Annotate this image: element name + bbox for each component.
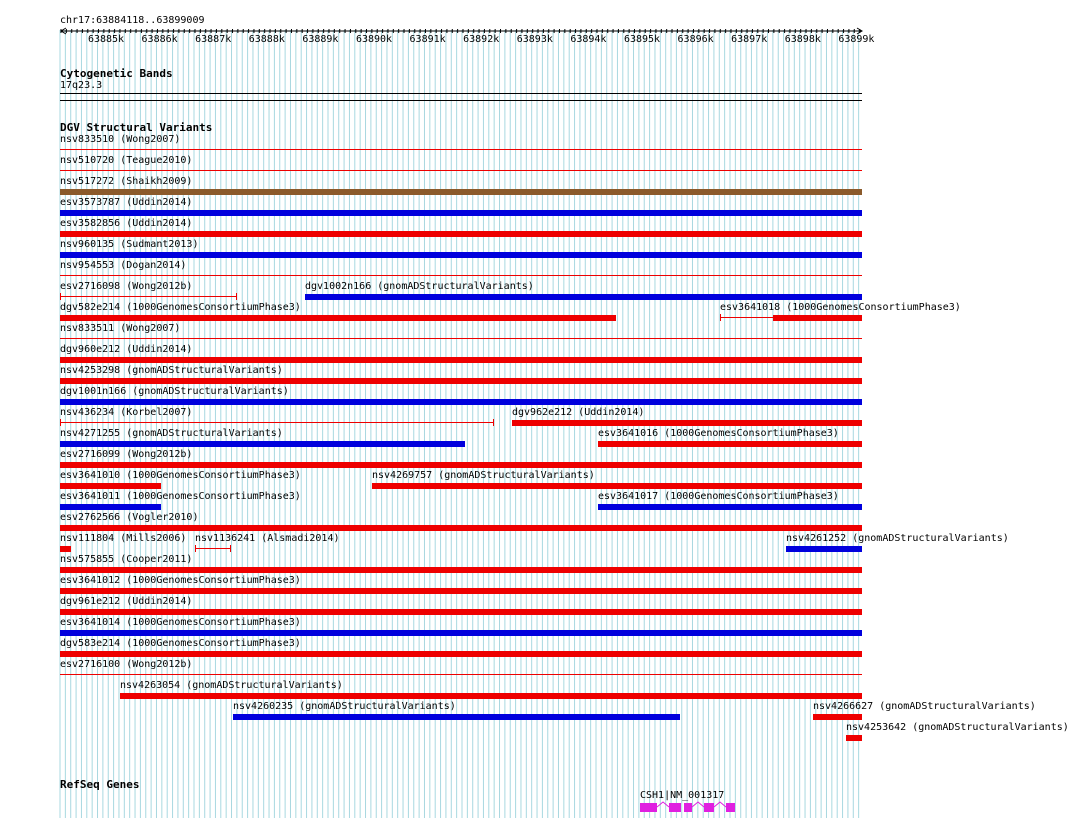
variant-bar[interactable] bbox=[60, 462, 862, 468]
variant-bar[interactable] bbox=[120, 693, 862, 699]
ruler-tick-label: 63893k bbox=[516, 34, 553, 45]
variant-endcap bbox=[493, 419, 494, 426]
variant-endcap bbox=[60, 419, 61, 426]
variant-label[interactable]: dgv960e212 (Uddin2014) bbox=[60, 344, 193, 355]
variant-line[interactable] bbox=[720, 317, 773, 318]
variant-label[interactable]: nsv4271255 (gnomADStructuralVariants) bbox=[60, 428, 283, 439]
variant-label[interactable]: nsv960135 (Sudmant2013) bbox=[60, 239, 199, 250]
dgv-track-title[interactable]: DGV Structural Variants bbox=[60, 121, 213, 134]
variant-label[interactable]: esv3582856 (Uddin2014) bbox=[60, 218, 193, 229]
variant-bar[interactable] bbox=[60, 630, 862, 636]
variant-bar[interactable] bbox=[60, 210, 862, 216]
variant-bar[interactable] bbox=[60, 525, 862, 531]
variant-label[interactable]: nsv575855 (Cooper2011) bbox=[60, 554, 193, 565]
variant-label[interactable]: nsv111804 (Mills2006) bbox=[60, 533, 187, 544]
variant-bar[interactable] bbox=[60, 378, 862, 384]
variant-label[interactable]: esv3641014 (1000GenomesConsortiumPhase3) bbox=[60, 617, 301, 628]
ruler-tick-label: 63894k bbox=[570, 34, 607, 45]
refseq-track-title[interactable]: RefSeq Genes bbox=[60, 778, 140, 791]
ruler-tick-label: 63886k bbox=[141, 34, 178, 45]
ruler-tick-label: 63895k bbox=[623, 34, 661, 45]
variant-label[interactable]: esv3641016 (1000GenomesConsortiumPhase3) bbox=[598, 428, 839, 439]
ruler-location-label: chr17:63884118..63899009 bbox=[60, 15, 205, 26]
variant-line[interactable] bbox=[60, 338, 862, 339]
variant-line[interactable] bbox=[60, 422, 493, 423]
variant-bar[interactable] bbox=[372, 483, 862, 489]
variant-bar[interactable] bbox=[60, 357, 862, 363]
ruler-tick-label: 63890k bbox=[355, 34, 393, 45]
variant-line[interactable] bbox=[60, 296, 236, 297]
variant-bar[interactable] bbox=[60, 189, 862, 195]
cytoband-line bbox=[60, 93, 862, 94]
variant-label[interactable]: nsv517272 (Shaikh2009) bbox=[60, 176, 193, 187]
variant-label[interactable]: esv2762566 (Vogler2010) bbox=[60, 512, 199, 523]
variant-bar[interactable] bbox=[598, 504, 862, 510]
variant-label[interactable]: dgv582e214 (1000GenomesConsortiumPhase3) bbox=[60, 302, 301, 313]
ruler-tick-label: 63887k bbox=[195, 34, 232, 45]
variant-bar[interactable] bbox=[598, 441, 862, 447]
variant-label[interactable]: nsv510720 (Teague2010) bbox=[60, 155, 193, 166]
ruler-tick-label: 63897k bbox=[731, 34, 768, 45]
variant-bar[interactable] bbox=[60, 252, 862, 258]
variant-label[interactable]: nsv4266627 (gnomADStructuralVariants) bbox=[813, 701, 1036, 712]
variant-label[interactable]: esv3573787 (Uddin2014) bbox=[60, 197, 193, 208]
ruler-tick-label: 63899k bbox=[838, 34, 875, 45]
ruler-tick-label: 63896k bbox=[677, 34, 714, 45]
ruler-tick-label: 63885k bbox=[87, 34, 125, 45]
variant-bar[interactable] bbox=[60, 546, 71, 552]
variant-bar[interactable] bbox=[60, 567, 862, 573]
gene-model-csh1[interactable] bbox=[630, 800, 750, 814]
variant-label[interactable]: nsv833511 (Wong2007) bbox=[60, 323, 181, 334]
ruler-tick-label: 63889k bbox=[302, 34, 339, 45]
variant-label[interactable]: nsv4269757 (gnomADStructuralVariants) bbox=[372, 470, 595, 481]
variant-endcap bbox=[236, 293, 237, 300]
variant-bar[interactable] bbox=[305, 294, 862, 300]
variant-label[interactable]: nsv4253298 (gnomADStructuralVariants) bbox=[60, 365, 283, 376]
variant-label[interactable]: nsv4261252 (gnomADStructuralVariants) bbox=[786, 533, 1009, 544]
gene-label-csh1[interactable]: CSH1|NM_001317 bbox=[640, 790, 725, 801]
variant-bar[interactable] bbox=[60, 651, 862, 657]
variant-line[interactable] bbox=[60, 170, 862, 171]
variant-label[interactable]: nsv4260235 (gnomADStructuralVariants) bbox=[233, 701, 456, 712]
variant-label[interactable]: nsv4253642 (gnomADStructuralVariants) bbox=[846, 722, 1069, 733]
variant-label[interactable]: dgv962e212 (Uddin2014) bbox=[512, 407, 645, 418]
variant-bar[interactable] bbox=[846, 735, 862, 741]
variant-bar[interactable] bbox=[512, 420, 862, 426]
ruler-tick-label: 63888k bbox=[248, 34, 285, 45]
variant-bar[interactable] bbox=[233, 714, 680, 720]
track-divider bbox=[60, 100, 862, 101]
variant-endcap bbox=[720, 314, 721, 321]
variant-line[interactable] bbox=[60, 674, 862, 675]
variant-label[interactable]: esv3641012 (1000GenomesConsortiumPhase3) bbox=[60, 575, 301, 586]
variant-bar[interactable] bbox=[786, 546, 862, 552]
variant-line[interactable] bbox=[195, 548, 230, 549]
variant-bar[interactable] bbox=[60, 588, 862, 594]
variant-endcap bbox=[195, 545, 196, 552]
variant-label[interactable]: nsv4263054 (gnomADStructuralVariants) bbox=[120, 680, 343, 691]
variant-bar[interactable] bbox=[60, 483, 161, 489]
variant-label[interactable]: esv2716098 (Wong2012b) bbox=[60, 281, 193, 292]
variant-label[interactable]: nsv833510 (Wong2007) bbox=[60, 134, 181, 145]
variant-bar[interactable] bbox=[813, 714, 862, 720]
ruler-tick-label: 63892k bbox=[463, 34, 500, 45]
variant-label[interactable]: esv3641011 (1000GenomesConsortiumPhase3) bbox=[60, 491, 301, 502]
cytoband-track-title[interactable]: Cytogenetic Bands bbox=[60, 67, 173, 80]
variant-bar[interactable] bbox=[60, 609, 862, 615]
variant-label[interactable]: esv2716100 (Wong2012b) bbox=[60, 659, 193, 670]
variant-line[interactable] bbox=[60, 275, 862, 276]
variant-bar[interactable] bbox=[60, 399, 862, 405]
variant-line[interactable] bbox=[60, 149, 862, 150]
variant-endcap bbox=[230, 545, 231, 552]
cytoband-label: 17q23.3 bbox=[60, 80, 103, 91]
variant-label[interactable]: dgv1002n166 (gnomADStructuralVariants) bbox=[305, 281, 534, 292]
variant-label[interactable]: esv3641017 (1000GenomesConsortiumPhase3) bbox=[598, 491, 839, 502]
variant-bar[interactable] bbox=[60, 231, 862, 237]
variant-label[interactable]: dgv583e214 (1000GenomesConsortiumPhase3) bbox=[60, 638, 301, 649]
variant-endcap bbox=[60, 293, 61, 300]
ruler-tick-label: 63898k bbox=[784, 34, 821, 45]
variant-bar[interactable] bbox=[773, 315, 862, 321]
variant-bar[interactable] bbox=[60, 504, 161, 510]
variant-bar[interactable] bbox=[60, 315, 616, 321]
variant-label[interactable]: dgv1001n166 (gnomADStructuralVariants) bbox=[60, 386, 289, 397]
variant-label[interactable]: nsv436234 (Korbel2007) bbox=[60, 407, 193, 418]
variant-label[interactable]: nsv1136241 (Alsmadi2014) bbox=[195, 533, 340, 544]
variant-bar[interactable] bbox=[60, 441, 465, 447]
variant-label[interactable]: esv3641018 (1000GenomesConsortiumPhase3) bbox=[720, 302, 961, 313]
variant-label[interactable]: esv2716099 (Wong2012b) bbox=[60, 449, 193, 460]
variant-label[interactable]: dgv961e212 (Uddin2014) bbox=[60, 596, 193, 607]
ruler-tick-label: 63891k bbox=[409, 34, 446, 45]
variant-label[interactable]: esv3641010 (1000GenomesConsortiumPhase3) bbox=[60, 470, 301, 481]
variant-label[interactable]: nsv954553 (Dogan2014) bbox=[60, 260, 187, 271]
